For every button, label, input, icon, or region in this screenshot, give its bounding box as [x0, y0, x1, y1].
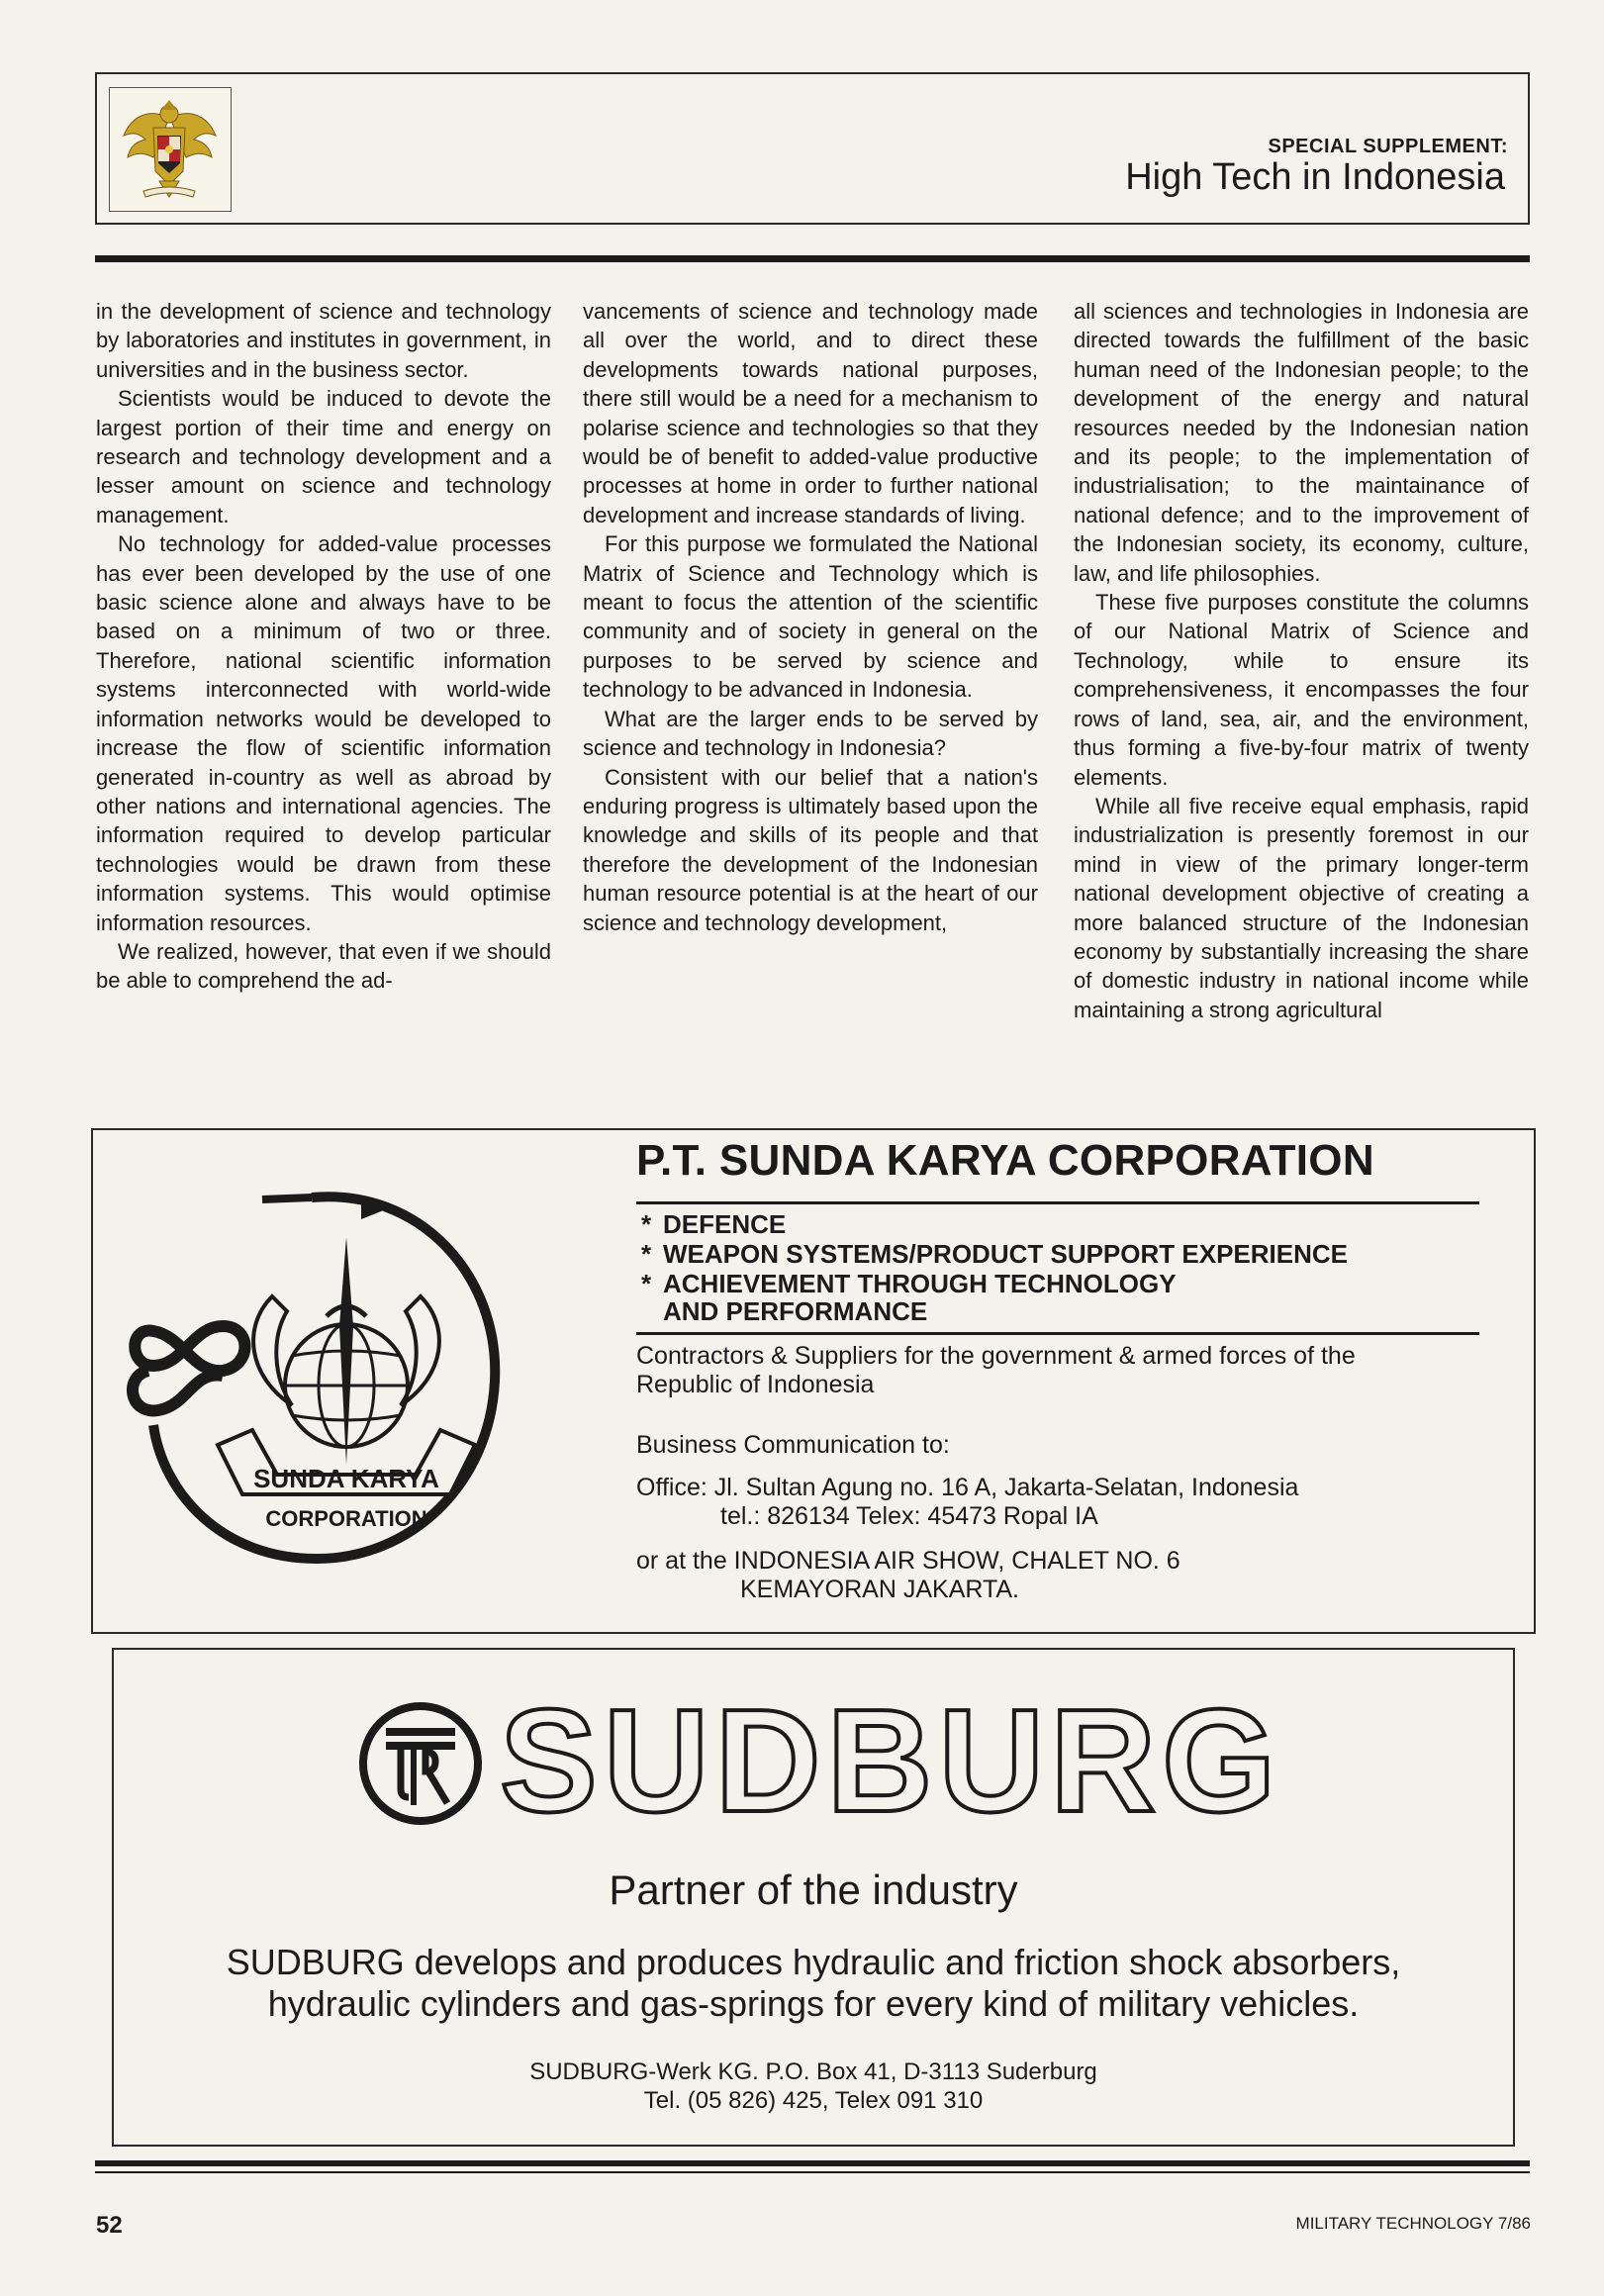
- page-number: 52: [96, 2212, 123, 2239]
- sunda-airshow: or at the INDONESIA AIR SHOW, CHALET NO. 6: [636, 1547, 1180, 1575]
- article-column-3: [1074, 297, 1529, 1024]
- sudburg-wordmark: SUDBURG: [500, 1694, 1282, 1833]
- paragraph: Consistent with our belief that a nation's enduring progress is ultimately based upon the knowledge and skills of its people and that therefore the development of the Indonesian human resource potential is at the heart of our science and technology development,: [583, 764, 1038, 935]
- logo-text-sunda: SUNDA KARYA: [253, 1464, 439, 1493]
- bullet-star: *: [641, 1209, 652, 1239]
- bullet-star: *: [641, 1239, 652, 1269]
- sudburg-address: SUDBURG-Werk KG. P.O. Box 41, D-3113 Suderburg: [529, 2058, 1097, 2085]
- sunda-business: Business Communication to:: [636, 1431, 950, 1459]
- paragraph: These five purposes constitute the columns of our National Matrix of Science and Technology, while to ensure its comprehensiveness, it encompasses the four rows of land, sea, air, and the environment, thus forming a five-by-four matrix of twenty elements.: [1074, 590, 1529, 790]
- sudburg-logo: [356, 1694, 1286, 1833]
- sunda-karya-logo: [124, 1178, 529, 1583]
- sunda-item: * WEAPON SYSTEMS/PRODUCT SUPPORT EXPERIENCE: [641, 1239, 1348, 1269]
- article-column-2: [583, 297, 1038, 937]
- paragraph: What are the larger ends to be served by science and technology in Indonesia?: [583, 706, 1038, 761]
- article-column-1: [96, 297, 551, 996]
- sunda-contractors: Republic of Indonesia: [636, 1371, 875, 1398]
- supplement-title: High Tech in Indonesia: [1125, 156, 1505, 198]
- paragraph: in the development of science and technology by laboratories and institutes in government, in universities and in the business sector.: [96, 299, 551, 382]
- paragraph: We realized, however, that even if we should be able to comprehend the ad-: [96, 938, 551, 994]
- sudburg-description: hydraulic cylinders and gas-springs for every kind of military vehicles.: [267, 1983, 1360, 2024]
- sunda-item: AND PERFORMANCE: [663, 1296, 928, 1326]
- sunda-item: * DEFENCE: [641, 1209, 787, 1239]
- paragraph: vancements of science and technology made all over the world, and to direct these developments towards national purposes, there still would be a need for a mechanism to polarise science and technologies so that they would be of benefit to added-value productive processes at home in order to further national development and increase standards of living.: [583, 299, 1038, 527]
- paragraph: For this purpose we formulated the National Matrix of Science and Technology which is meant to focus the attention of the scientific community and of society in general on the purposes to be served by science and technology to be advanced in Indonesia.: [583, 531, 1038, 703]
- header-rule: [95, 255, 1530, 262]
- sunda-company-name: P.T. SUNDA KARYA CORPORATION: [636, 1136, 1374, 1185]
- footer-rule: [95, 2171, 1530, 2173]
- sunda-office: Office: Jl. Sultan Agung no. 16 A, Jakarta-Selatan, Indonesia: [636, 1474, 1299, 1501]
- sudburg-description: SUDBURG develops and produces hydraulic and friction shock absorbers,: [226, 1942, 1401, 1982]
- sunda-rule: [636, 1332, 1479, 1335]
- sunda-rule: [636, 1201, 1479, 1204]
- logo-text-corporation: CORPORATION: [265, 1506, 427, 1531]
- paragraph: all sciences and technologies in Indonesia are directed towards the fulfillment of the basic human need of the Indonesian people; to the development of the energy and natural resources needed by the Indonesian nation and its people; to the implementation of industrialisation; to the maintainance of national defence; and to the improvement of the Indonesian society, its economy, culture, law, and life philosophies.: [1074, 299, 1529, 586]
- sunda-contractors: Contractors & Suppliers for the government & armed forces of the: [636, 1342, 1356, 1370]
- sudburg-phone: Tel. (05 826) 425, Telex 091 310: [643, 2087, 984, 2114]
- footer-rule: [95, 2160, 1530, 2166]
- sunda-airshow: KEMAYORAN JAKARTA.: [740, 1576, 1020, 1603]
- sunda-item: * ACHIEVEMENT THROUGH TECHNOLOGY: [641, 1269, 1177, 1298]
- paragraph: No technology for added-value processes has ever been developed by the use of one basic science alone and always have to be based on a minimum of two or three. Therefore, national scientific information systems interconnected with world-wide information networks would be developed to increase the flow of scientific information generated in-country as well as abroad by other nations and international agencies. The information required to develop particular technologies would be drawn from these information systems. This would optimise information resources.: [96, 531, 551, 935]
- paragraph: While all five receive equal emphasis, rapid industrialization is presently foremost in our mind in view of the primary longer-term national development objective of creating a more balanced structure of the Indonesian economy by substantially increasing the share of domestic industry in national income while maintaining a strong agricultural: [1074, 793, 1529, 1022]
- sudburg-tagline: Partner of the industry: [609, 1866, 1018, 1913]
- sunda-tel: tel.: 826134 Telex: 45473 Ropal IA: [720, 1502, 1098, 1530]
- bullet-star: *: [641, 1269, 652, 1298]
- paragraph: Scientists would be induced to devote the largest portion of their time and energy on research and technology development and a lesser amount on science and technology management.: [96, 386, 551, 527]
- garuda-emblem: [109, 87, 232, 212]
- supplement-label: SPECIAL SUPPLEMENT:: [1268, 136, 1508, 157]
- publication-name: MILITARY TECHNOLOGY 7/86: [1295, 2214, 1531, 2233]
